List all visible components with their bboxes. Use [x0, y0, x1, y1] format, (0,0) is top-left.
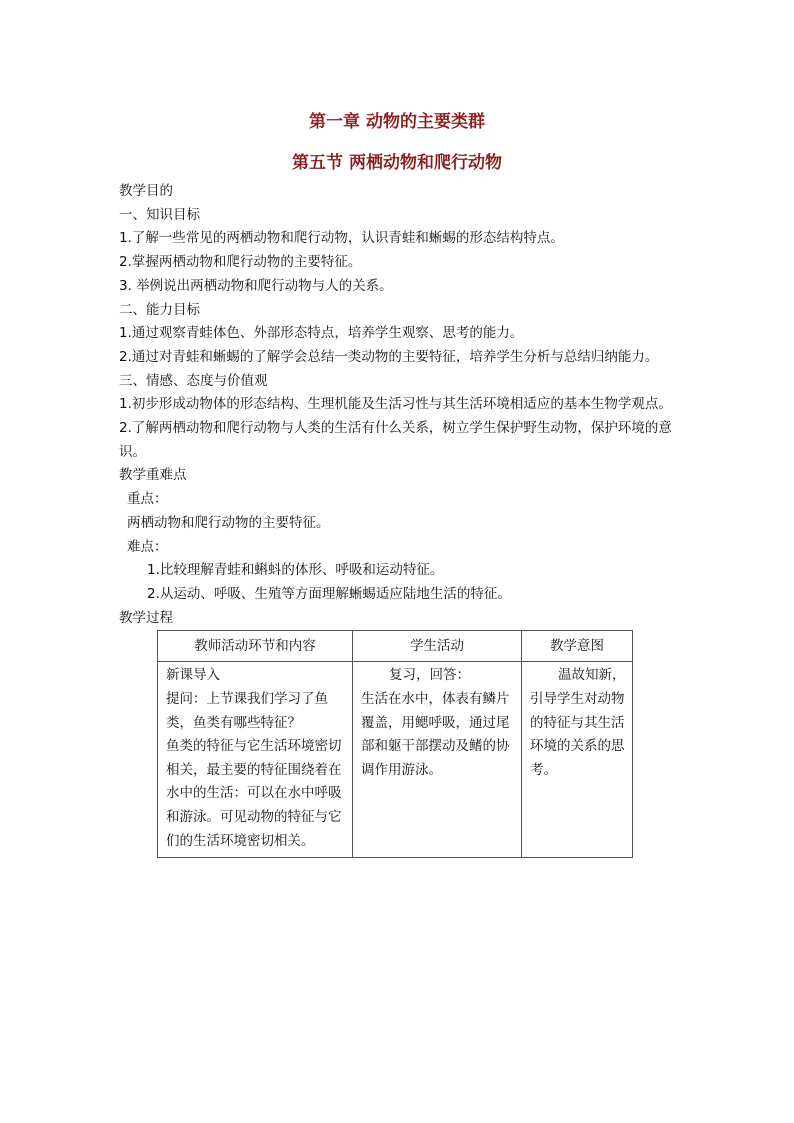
emotion-item: 1.初步形成动物体的形态结构、生理机能及生活习性与其生活环境相适应的基本生物学观点。	[119, 396, 672, 413]
emotion-heading: 三、情感、态度与价值观	[119, 372, 268, 389]
teacher-cell	[158, 662, 353, 858]
intent-text: 温故知新，引导学生对动物的特征与其生活环境的关系的思考。	[530, 667, 626, 778]
teacher-text: 提问：上节课我们学习了鱼类，鱼类有哪些特征？	[166, 690, 328, 731]
section-title: 第五节 两栖动物和爬行动物	[292, 153, 502, 173]
key-points-heading: 教学重难点	[119, 467, 187, 484]
student-text: 生活在水中，体表有鳞片覆盖，用鳃呼吸，通过尾部和躯干部摆动及鳍的协调作用游泳。	[361, 690, 510, 778]
emotion-item: 2.了解两栖动物和爬行动物与人类的生活有什么关系，树立学生保护野生动物，保护环境的意识。	[119, 420, 672, 460]
chapter-title: 第一章 动物的主要类群	[309, 112, 485, 132]
table-header: 教学意图	[522, 631, 633, 662]
ability-heading: 二、能力目标	[119, 301, 200, 318]
table-header: 学生活动	[353, 631, 522, 662]
knowledge-item: 1.了解一些常见的两栖动物和爬行动物，认识青蛙和蜥蜴的形态结构特点。	[119, 230, 564, 247]
focus-text: 两栖动物和爬行动物的主要特征。	[127, 514, 330, 531]
ability-item: 1.通过观察青蛙体色、外部形态特点，培养学生观察、思考的能力。	[119, 325, 524, 342]
difficulty-label: 难点：	[127, 538, 168, 555]
process-table	[157, 630, 633, 858]
knowledge-heading: 一、知识目标	[119, 206, 200, 223]
table-row	[158, 662, 633, 858]
table-header-row	[158, 631, 633, 662]
difficulty-item: 1.比较理解青蛙和蝌蚪的体形、呼吸和运动特征。	[147, 562, 444, 579]
intent-cell	[522, 662, 633, 858]
objectives-heading: 教学目的	[119, 183, 173, 199]
ability-item: 2.通过对青蛙和蜥蜴的了解学会总结一类动物的主要特征，培养学生分析与总结归纳能力。	[119, 348, 659, 365]
table-header: 教师活动环节和内容	[158, 631, 353, 662]
process-heading: 教学过程	[119, 609, 173, 626]
difficulty-item: 2.从运动、呼吸、生殖等方面理解蜥蜴适应陆地生活的特征。	[147, 585, 511, 602]
focus-label: 重点：	[127, 491, 168, 508]
teacher-text: 新课导入	[166, 667, 220, 684]
teacher-text: 鱼类的特征与它生活环境密切相关，最主要的特征围绕着在水中的生活：可以在水中呼吸和游泳。可见动物的特征与它们的生活环境密切相关。	[166, 738, 342, 849]
knowledge-item: 3. 举例说出两栖动物和爬行动物与人的关系。	[119, 277, 393, 294]
knowledge-item: 2.掌握两栖动物和爬行动物的主要特征。	[119, 254, 362, 271]
student-cell	[353, 662, 522, 858]
document-body	[119, 180, 689, 858]
student-text: 复习，回答：	[389, 667, 470, 684]
